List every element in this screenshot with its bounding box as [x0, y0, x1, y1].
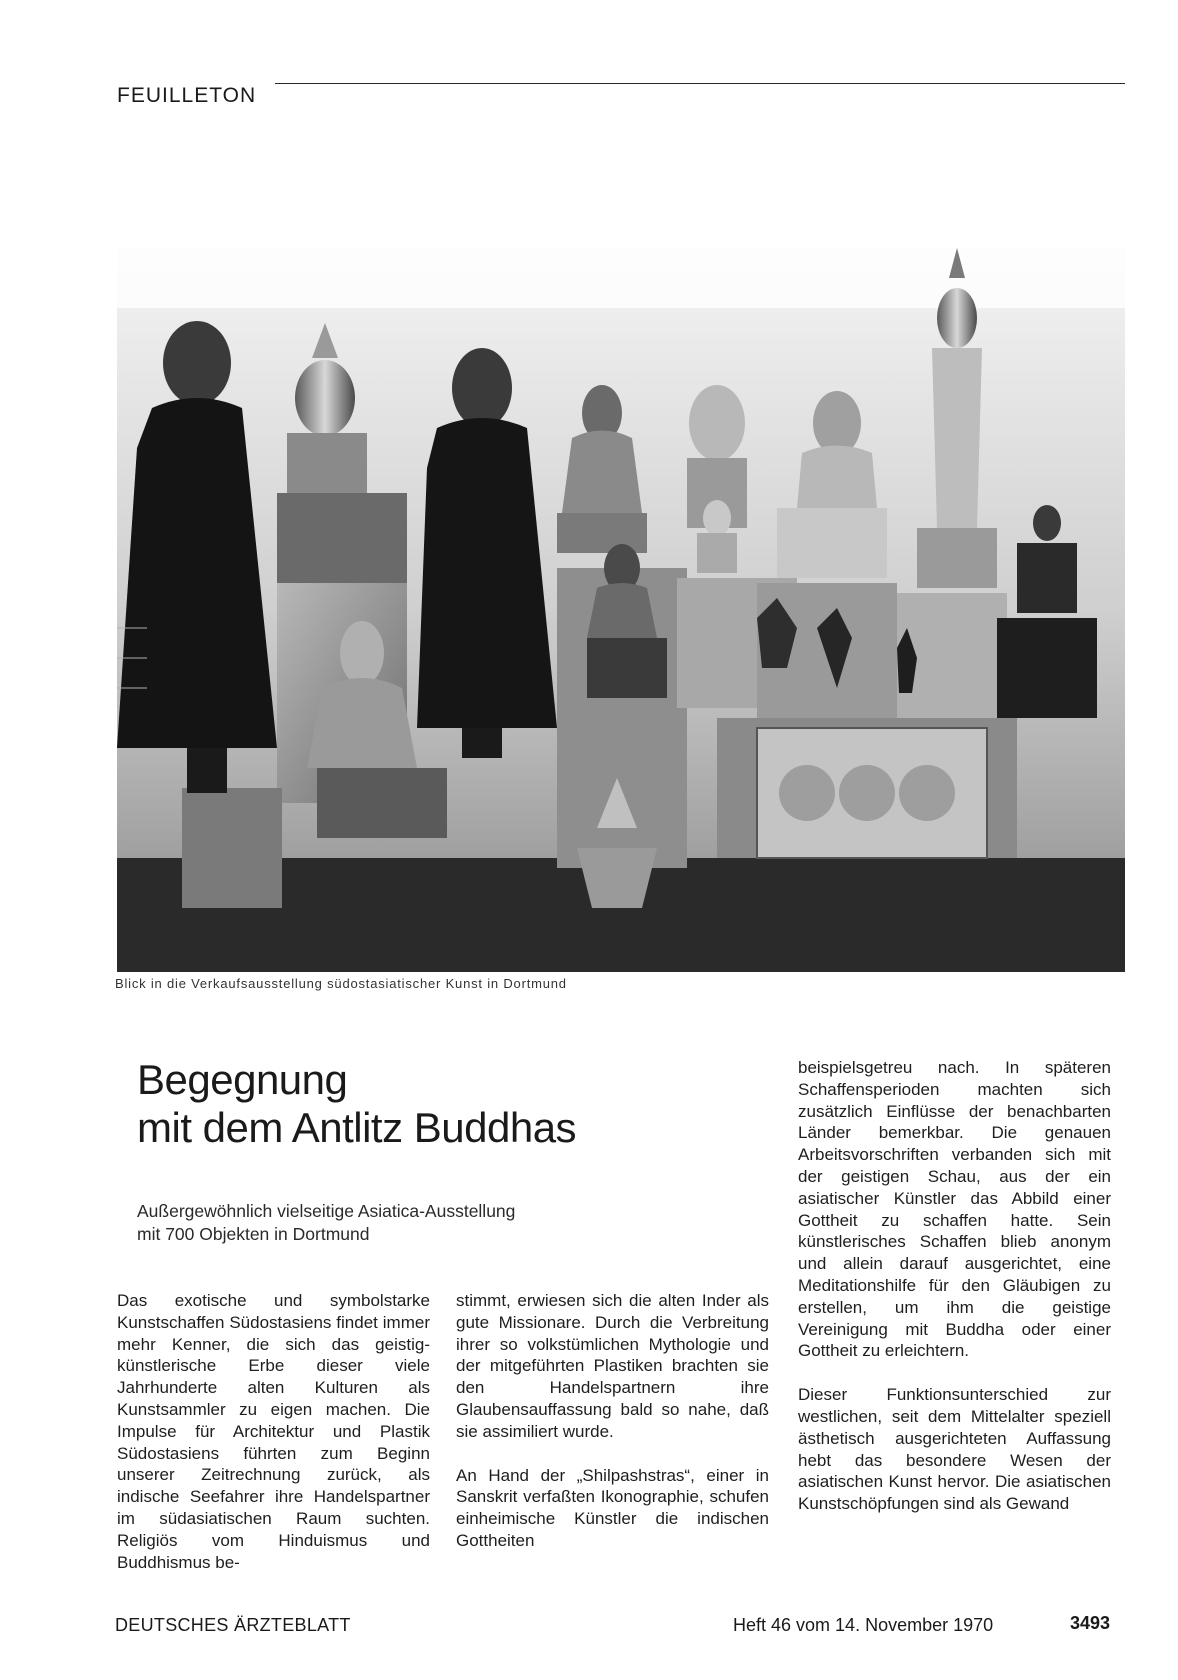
body-paragraph: beispielsgetreu nach. In späteren Schaffensperioden machten sich zusätzlich Einflüsse der benachbarten Länder bemerkbar. Die genauen Arbeitsvorschriften verbanden sich mit der geistigen Schau, aus der ein asiatischer Künstler das Abbild einer Gottheit zu schaffen hatte. Sein künstlerisches Schaffen blieb anonym und allein darauf ausgerichtet, eine Meditationshilfe für den Gläubigen zu erstellen, um ihm die geistige Vereinigung mit Buddha oder einer Gottheit zu erleichtern. — [798, 1058, 1111, 1361]
header-rule — [275, 83, 1125, 84]
headline-line-2: mit dem Antlitz Buddhas — [137, 1104, 577, 1151]
statues-photo — [117, 248, 1125, 972]
body-paragraph: Dieser Funktionsunterschied zur westlichen, seit dem Mittelalter speziell ästhetisch ausgerichteten Auffassung hebt das besondere Wesen der asiatischen Kunst hervor. Die asiatischen Kunstschöpfungen sind als Gewand — [798, 1385, 1111, 1514]
page-number: 3493 — [1070, 1613, 1111, 1633]
body-paragraph: An Hand der „Shilpashstras“, einer in Sanskrit verfaßten Ikonographie, schufen einheimische Künstler die indischen Gottheiten — [456, 1465, 769, 1550]
body-paragraph: stimmt, erwiesen sich die alten Inder als gute Missionare. Durch die Verbreitung ihrer so volkstümlichen Mythologie und der mitgeführten Plastiken brachten sie den Handelspartnern ihre Glaubensauffassung bald so nahe, daß sie assimiliert wurde. — [456, 1291, 769, 1441]
headline — [137, 1056, 657, 1152]
journal-name: DEUTSCHES ÄRZTEBLATT — [115, 1615, 351, 1635]
body-column-2 — [456, 1290, 769, 1552]
body-column-3 — [798, 1057, 1111, 1515]
body-column-1 — [117, 1290, 430, 1573]
subheadline-line-1: Außergewöhnlich vielseitige Asiatica-Ausstellung — [137, 1201, 516, 1221]
photo-caption: Blick in die Verkaufsausstellung südostasiatischer Kunst in Dortmund — [115, 976, 567, 991]
subheadline-line-2: mit 700 Objekten in Dortmund — [137, 1224, 370, 1244]
subheadline — [137, 1200, 607, 1246]
issue-info: Heft 46 vom 14. November 1970 — [733, 1615, 994, 1635]
headline-line-1: Begegnung — [137, 1056, 348, 1103]
section-label: FEUILLETON — [117, 84, 257, 107]
body-paragraph: Das exotische und symbolstarke Kunstschaffen Südostasiens findet immer mehr Kenner, die sich das geistig-künstlerische Erbe dieser viele Jahrhunderte alten Kulturen als Kunstsammler zu eigen machen. Die Impulse für Architektur und Plastik Südostasiens führten zum Beginn unserer Zeitrechnung zurück, als indische Seefahrer ihre Handelspartner im südasiatischen Raum suchten. Religiös vom Hinduismus und Buddhismus be- — [117, 1291, 430, 1572]
